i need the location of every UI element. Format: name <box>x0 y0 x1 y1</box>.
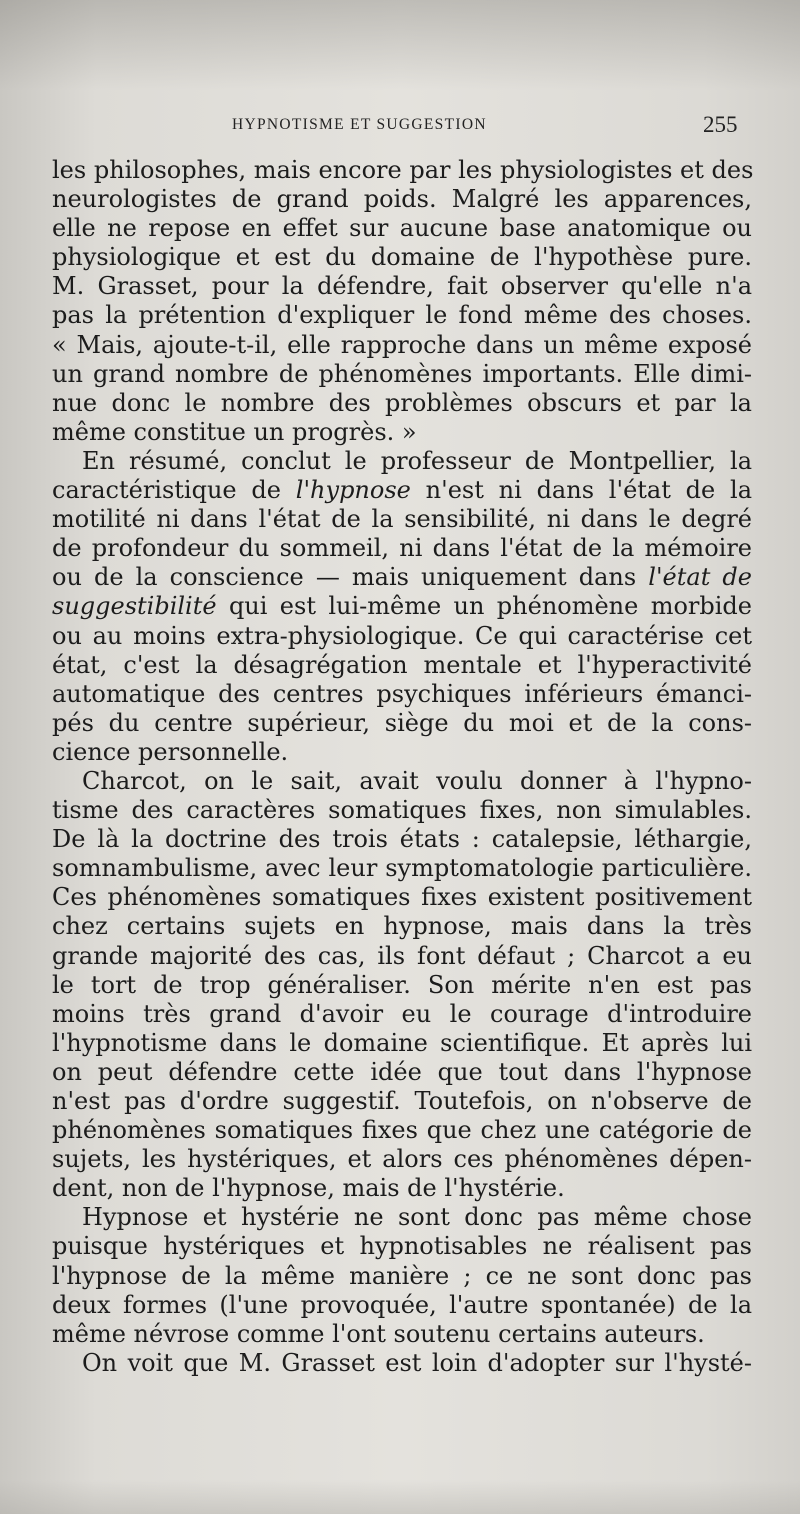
text-line: n'est pas d'ordre suggestif. Toutefois, on n'observe de <box>52 1087 752 1115</box>
italic-term-suggestibilite: suggestibilité <box>52 592 217 621</box>
text-line: pés du centre supérieur, siège du moi et de la cons- <box>52 708 752 737</box>
line-segment: n'est ni dans l'état de la <box>410 476 753 505</box>
text-line: même constitue un progrès. » <box>52 417 417 446</box>
text-line: cience personnelle. <box>52 737 289 766</box>
text-line: somnambulisme, avec leur symptomatologie particulière. <box>52 854 752 883</box>
text-line: deux formes (l'une provoquée, l'autre spontanée) de la <box>52 1290 752 1319</box>
text-line: dent, non de l'hypnose, mais de l'hystérie. <box>52 1174 565 1203</box>
paragraph-start-line: On voit que M. Grasset est loin d'adopter sur l'hysté- <box>82 1348 752 1377</box>
page-number: 255 <box>703 112 738 137</box>
text-line: état, c'est la désagrégation mentale et l'hyperactivité <box>52 650 752 679</box>
text-line: on peut défendre cette idée que tout dans l'hypnose <box>52 1057 752 1086</box>
line-segment: ou de la conscience — mais uniquement dans <box>52 563 649 592</box>
text-line: motilité ni dans l'état de la sensibilité, ni dans le degré <box>52 505 752 534</box>
text-line: l'hypnotisme dans le domaine scientifique. Et après lui <box>52 1028 752 1057</box>
text-line <box>52 592 752 621</box>
text-line: automatique des centres psychiques inférieurs émanci- <box>52 679 752 708</box>
text-line: moins très grand d'avoir eu le courage d'introduire <box>52 999 752 1028</box>
text-line: elle ne repose en effet sur aucune base anatomique ou <box>52 214 752 243</box>
text-line: le tort de trop généraliser. Son mérite n'en est pas <box>52 970 752 999</box>
text-line: Ces phénomènes somatiques fixes existent positivement <box>52 883 752 912</box>
text-line: l'hypnose de la même manière ; ce ne sont donc pas <box>52 1261 752 1290</box>
line-segment: qui est lui-même un phénomène morbide <box>216 592 752 621</box>
text-line: ou au moins extra-physiologique. Ce qui caractérise cet <box>52 621 752 650</box>
text-line: tisme des caractères somatiques fixes, non simulables. <box>52 796 752 825</box>
italic-term-hypnose: l'hypnose <box>295 476 411 505</box>
text-line <box>52 476 752 505</box>
line-segment: caractéristique de <box>52 476 296 505</box>
text-line: physiologique et est du domaine de l'hypothèse pure. <box>52 243 752 272</box>
text-line: neurologistes de grand poids. Malgré les apparences, <box>52 185 752 214</box>
page-top-shadow <box>0 0 800 90</box>
text-line: puisque hystériques et hypnotisables ne réalisent pas <box>52 1232 752 1261</box>
text-line: De là la doctrine des trois états : catalepsie, léthargie, <box>52 825 752 854</box>
running-head <box>0 112 800 142</box>
paragraph-start-line: En résumé, conclut le professeur de Montpellier, la <box>82 446 752 475</box>
text-line: phénomènes somatiques fixes que chez une catégorie de <box>52 1116 752 1145</box>
paragraph-start-line: Hypnose et hystérie ne sont donc pas même chose <box>82 1203 752 1232</box>
text-line: pas la prétention d'expliquer le fond même des choses. <box>52 301 752 330</box>
text-line: nue donc le nombre des problèmes obscurs et par la <box>52 388 752 417</box>
body-text <box>52 156 752 1378</box>
page-bottom-shadow <box>0 1480 800 1514</box>
running-title: HYPNOTISME ET SUGGESTION <box>232 116 487 133</box>
text-line: M. Grasset, pour la défendre, fait observer qu'elle n'a <box>52 272 752 301</box>
paragraph-start-line: Charcot, on le sait, avait voulu donner à l'hypno- <box>82 766 752 795</box>
text-line: les philosophes, mais encore par les physiologistes et des <box>52 156 754 184</box>
text-line: même névrose comme l'ont soutenu certains auteurs. <box>52 1319 705 1348</box>
text-line: chez certains sujets en hypnose, mais dans la très <box>52 912 752 941</box>
text-line: un grand nombre de phénomènes importants. Elle dimi- <box>52 359 752 388</box>
text-line <box>52 563 752 592</box>
italic-term-etat-de: l'état de <box>648 563 752 592</box>
text-line: de profondeur du sommeil, ni dans l'état de la mémoire <box>52 534 752 563</box>
text-line: sujets, les hystériques, et alors ces phénomènes dépen- <box>52 1145 752 1174</box>
text-line: grande majorité des cas, ils font défaut ; Charcot a eu <box>52 941 752 970</box>
text-line: « Mais, ajoute-t-il, elle rapproche dans un même exposé <box>52 330 752 359</box>
